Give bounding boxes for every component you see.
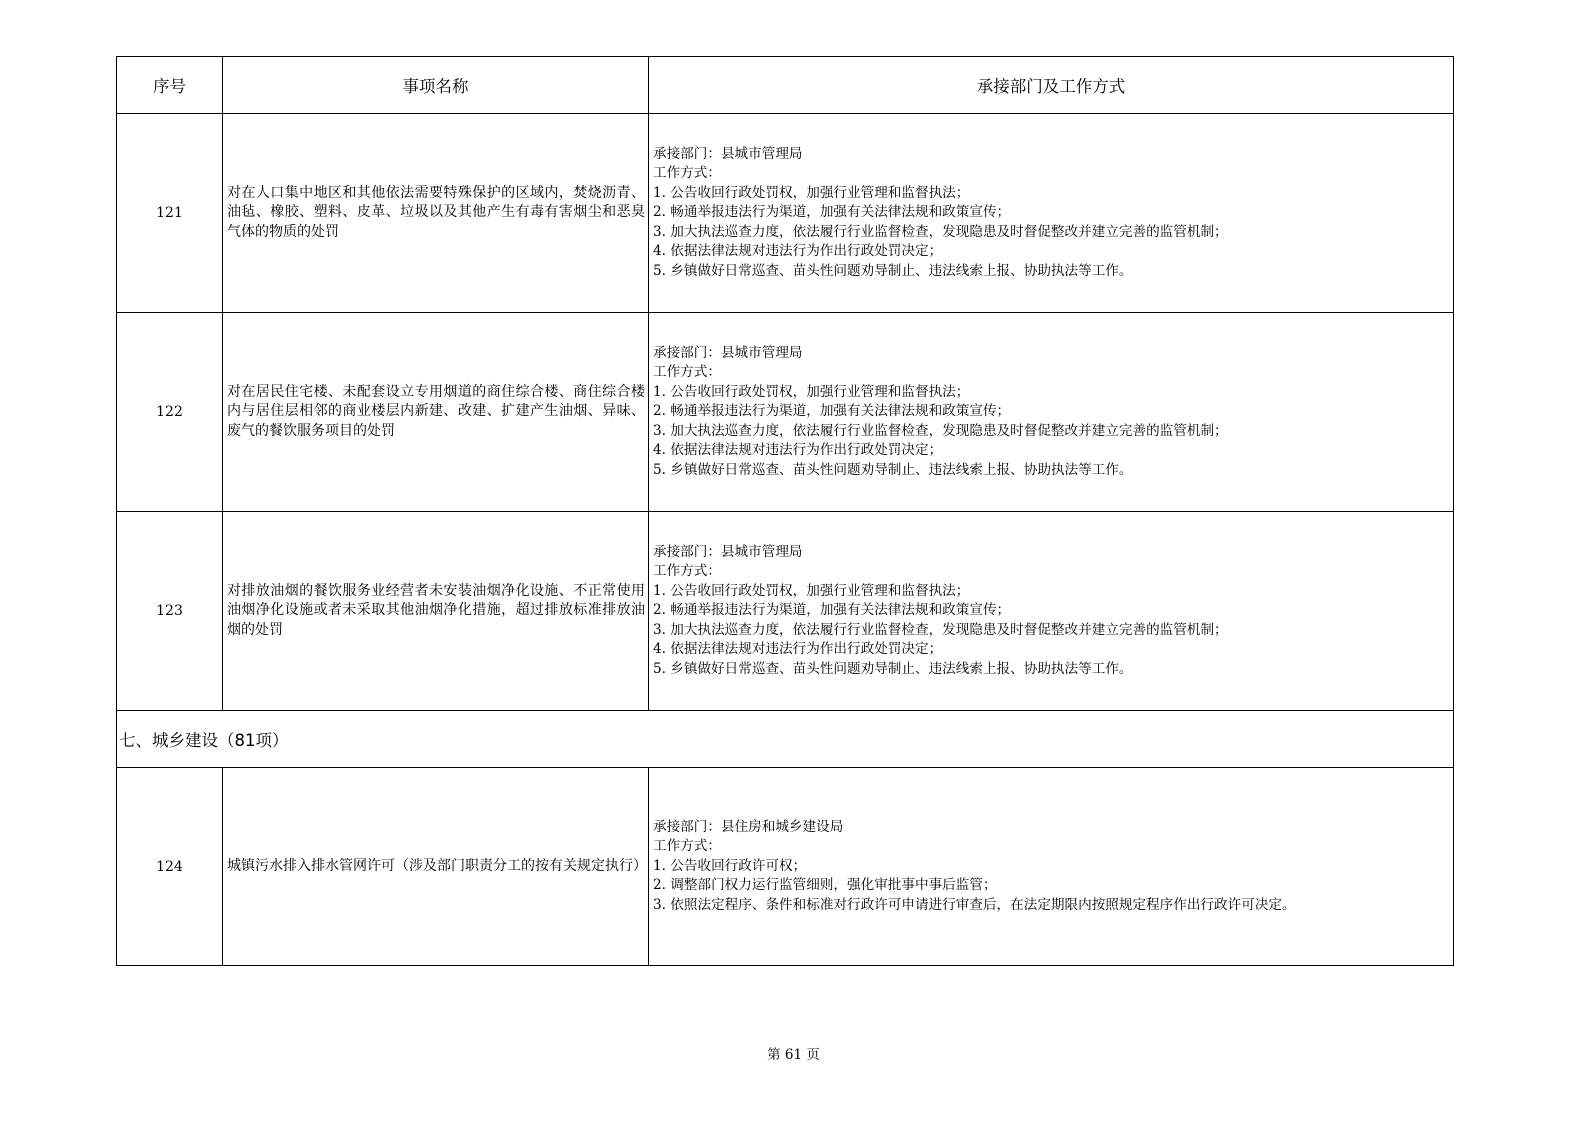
items-table [116, 56, 1454, 966]
method-line: 2. 畅通举报违法行为渠道，加强有关法律法规和政策宣传； [653, 204, 1011, 221]
method-heading-line: 工作方式： [653, 364, 721, 381]
section-title: 七、城乡建设（81项） [117, 711, 1454, 768]
table-row [117, 768, 1454, 966]
method-line: 2. 畅通举报违法行为渠道，加强有关法律法规和政策宣传； [653, 602, 1011, 619]
method-line: 4. 依据法律法规对违法行为作出行政处罚决定； [653, 641, 943, 658]
item-name-cell: 对在人口集中地区和其他依法需要特殊保护的区域内，焚烧沥青、油毡、橡胶、塑料、皮革、垃圾以及其他产生有毒有害烟尘和恶臭气体的物质的处罚 [223, 114, 649, 313]
method-line: 3. 依照法定程序、条件和标准对行政许可申请进行审查后，在法定期限内按照规定程序作出行政许可决定。 [653, 896, 1296, 913]
method-line: 4. 依据法律法规对违法行为作出行政处罚决定； [653, 442, 943, 459]
table-row [117, 512, 1454, 711]
serial-number-cell: 123 [117, 512, 223, 711]
department-line: 承接部门：县城市管理局 [653, 543, 803, 560]
header-item-name: 事项名称 [223, 57, 649, 114]
serial-number-cell: 122 [117, 313, 223, 512]
page-number: 第 61 页 [767, 1047, 820, 1063]
department-line: 承接部门：县住房和城乡建设局 [653, 818, 844, 835]
header-serial-number: 序号 [117, 57, 223, 114]
table-header-row [117, 57, 1454, 114]
department-method-cell [649, 512, 1454, 711]
method-line: 3. 加大执法巡查力度，依法履行行业监督检查，发现隐患及时督促整改并建立完善的监管机制； [653, 621, 1228, 638]
method-line: 1. 公告收回行政许可权； [653, 857, 807, 874]
table-row [117, 313, 1454, 512]
method-line: 1. 公告收回行政处罚权，加强行业管理和监督执法； [653, 582, 970, 599]
serial-number-cell: 121 [117, 114, 223, 313]
method-heading-line: 工作方式： [653, 838, 721, 855]
department-method-cell [649, 313, 1454, 512]
section-header-row [117, 711, 1454, 768]
department-method-cell [649, 768, 1454, 966]
method-line: 2. 调整部门权力运行监管细则，强化审批事中事后监管； [653, 877, 997, 894]
item-name-cell: 对排放油烟的餐饮服务业经营者未安装油烟净化设施、不正常使用油烟净化设施或者未采取其他油烟净化措施，超过排放标准排放油烟的处罚 [223, 512, 649, 711]
method-line: 3. 加大执法巡查力度，依法履行行业监督检查，发现隐患及时督促整改并建立完善的监管机制； [653, 223, 1228, 240]
table-row [117, 114, 1454, 313]
department-method-cell [649, 114, 1454, 313]
method-line: 5. 乡镇做好日常巡查、苗头性问题劝导制止、违法线索上报、协助执法等工作。 [653, 461, 1133, 478]
method-line: 5. 乡镇做好日常巡查、苗头性问题劝导制止、违法线索上报、协助执法等工作。 [653, 262, 1133, 279]
item-name-cell: 对在居民住宅楼、未配套设立专用烟道的商住综合楼、商住综合楼内与居住层相邻的商业楼层内新建、改建、扩建产生油烟、异味、废气的餐饮服务项目的处罚 [223, 313, 649, 512]
method-line: 4. 依据法律法规对违法行为作出行政处罚决定； [653, 243, 943, 260]
method-line: 1. 公告收回行政处罚权，加强行业管理和监督执法； [653, 184, 970, 201]
department-line: 承接部门：县城市管理局 [653, 344, 803, 361]
header-department-and-method: 承接部门及工作方式 [649, 57, 1454, 114]
method-heading-line: 工作方式： [653, 165, 721, 182]
method-line: 1. 公告收回行政处罚权，加强行业管理和监督执法； [653, 383, 970, 400]
method-line: 5. 乡镇做好日常巡查、苗头性问题劝导制止、违法线索上报、协助执法等工作。 [653, 660, 1133, 677]
serial-number-cell: 124 [117, 768, 223, 966]
method-line: 2. 畅通举报违法行为渠道，加强有关法律法规和政策宣传； [653, 403, 1011, 420]
department-line: 承接部门：县城市管理局 [653, 145, 803, 162]
item-name-cell: 城镇污水排入排水管网许可（涉及部门职责分工的按有关规定执行） [223, 768, 649, 966]
method-line: 3. 加大执法巡查力度，依法履行行业监督检查，发现隐患及时督促整改并建立完善的监管机制； [653, 422, 1228, 439]
method-heading-line: 工作方式： [653, 563, 721, 580]
